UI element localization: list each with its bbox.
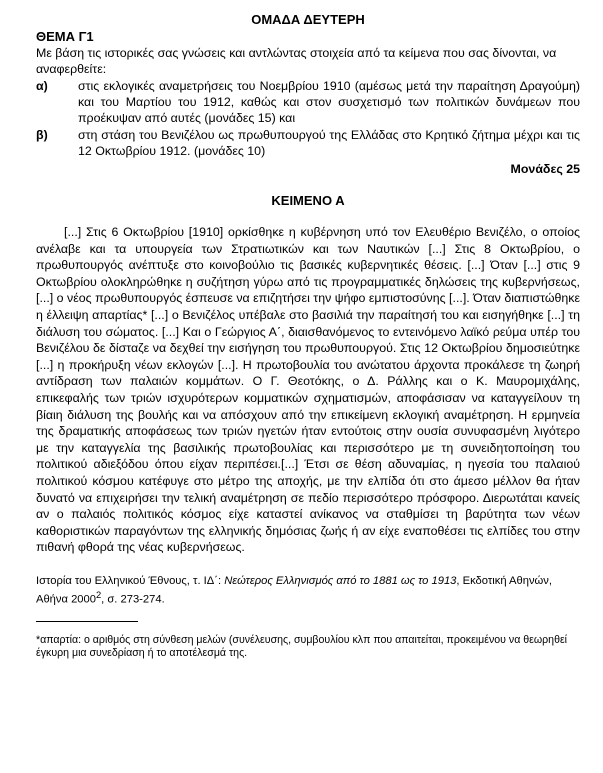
question-a	[36, 78, 580, 126]
footnote: *απαρτία: ο αριθμός στη σύνθεση μελών (συνέλευσης, συμβουλίου κλπ που απαιτείται, προκειμένου να θεωρηθεί έγκυρη μια συνεδρίαση ή το αποτέλεσμά της.	[36, 633, 568, 660]
marks-total: Μονάδες 25	[510, 162, 580, 176]
question-b-text: στη στάση του Βενιζέλου ως πρωθυπουργού της Ελλάδας στο Κρητικό ζήτημα μέχρι και τις 12 Οκτωβρίου 1912. (μονάδες 10)	[78, 128, 580, 158]
question-b-label: β)	[36, 128, 48, 142]
question-a-label: α)	[36, 79, 48, 93]
exam-page	[36, 8, 580, 661]
theme-title: ΘΕΜΑ Γ1	[36, 29, 94, 44]
source-prefix: Ιστορία του Ελληνικού Έθνους, τ. ΙΔ΄:	[36, 574, 222, 587]
source-book-title: Νεώτερος Ελληνισμός από το 1881 ως το 1913	[224, 574, 457, 587]
source-edition-sup: 2	[95, 589, 102, 600]
source-pages: , σ. 273-274.	[101, 593, 165, 606]
intro-text: Με βάση τις ιστορικές σας γνώσεις και αντλώντας στοιχεία από τα κείμενα που σας δίνονται, να αναφερθείτε:	[36, 46, 557, 76]
source-citation	[36, 574, 580, 607]
source-publisher: , Εκδοτική Αθηνών, Αθήνα 2000	[36, 574, 552, 606]
group-title: ΟΜΑΔΑ ΔΕΥΤΕΡΗ	[251, 12, 365, 27]
footnote-divider	[36, 621, 138, 622]
text-a-body: [...] Στις 6 Οκτωβρίου [1910] ορκίσθηκε η κυβέρνηση υπό τον Ελευθέριο Βενιζέλο, ο οποίος ανέλαβε και τα υπουργεία των Στρατιωτικών και των Ναυτικών [...] Στις 8 Οκτωβρίου, ο πρωθυπουργός ανέπτυξε στο κοινοβούλιο τις βασικές κυβερνητικές θέσεις. [...] Όταν [...] στις 9 Οκτωβρίου ολοκληρώθηκε η συζήτηση γύρω από τις προγραμματικές δηλώσεις της κυβερνήσεως, [...] ο νέος πρωθυπουργός έσπευσε να επιζητήσει την ψήφο εμπιστοσύνης [...]. Όταν διαπιστώθηκε η έλλειψη απαρτίας* [...] ο Βενιζέλος υπέβαλε στο βασιλιά την παραίτησή του και εισηγήθηκε [...] τη διάλυση του σώματος. [...] Και ο Γεώργιος Α΄, διαισθανόμενος το εντεινόμενο λαϊκό ρεύμα υπέρ του Βενιζέλου δε δίσταζε να δεχθεί την εισήγηση του πρωθυπουργού. Στις 12 Οκτωβρίου δημοσιεύτηκε [...] η προκήρυξη νέων εκλογών [...]. Η πρωτοβουλία του ανώτατου άρχοντα προκάλεσε τη ζωηρή αντίδραση των παλαιών κομμάτων. Ο Γ. Θεοτόκης, ο Δ. Ράλλης και ο Κ. Μαυρομιχάλης, επικεφαλής των τριών ισχυρότερων κομματικών σχηματισμών, αποφάσισαν να καταγγείλουν τη βίαιη διάλυση της βουλής και να απόσχουν από την επικείμενη εκλογική αναμέτρηση. Η ερμηνεία της δραματικής αποφάσεως των τριών ηγετών ήταν εντούτοις στην ουσία συνυφασμένη λιγότερο με την καταγγελία της βασιλικής πρωτοβουλίας και περισσότερο με τη συνειδητοποίηση του πολιτικού αδιεξόδου όπου είχαν περιπέσει.[...] Έτσι σε θέση αδυναμίας, η ηγεσία του παλαιού πολιτικού κόσμου κατέφυγε στο μέτρο της αποχής, με την ελπίδα ότι στο άμεσο μέλλον θα ήταν δυνατό να επιχειρήσει την τελική αναμέτρηση σε πεδίο περισσότερο πρόσφορο. Διερωτάται κανείς αν ο παλαιός πολιτικός κόσμος είχε καταστεί ανίκανος να σταθμίσει τη βαρύτητα των νέων καθοριστικών παραγόντων της ελληνικής δημόσιας ζωής ή αν είχε εναποθέσει τις ελπίδες του στην πιθανή φθορά της νέας κυβερνήσεως.	[36, 225, 580, 555]
text-a-title: ΚΕΙΜΕΝΟ Α	[271, 193, 345, 208]
question-a-text: στις εκλογικές αναμετρήσεις του Νοεμβρίου 1910 (αμέσως μετά την παραίτηση Δραγούμη) και του Μαρτίου του 1912, καθώς και στον συσχετισμό των πολιτικών δυνάμεων που προέκυψαν από αυτές (μονάδες 15) και	[78, 79, 580, 125]
question-b	[36, 127, 580, 159]
